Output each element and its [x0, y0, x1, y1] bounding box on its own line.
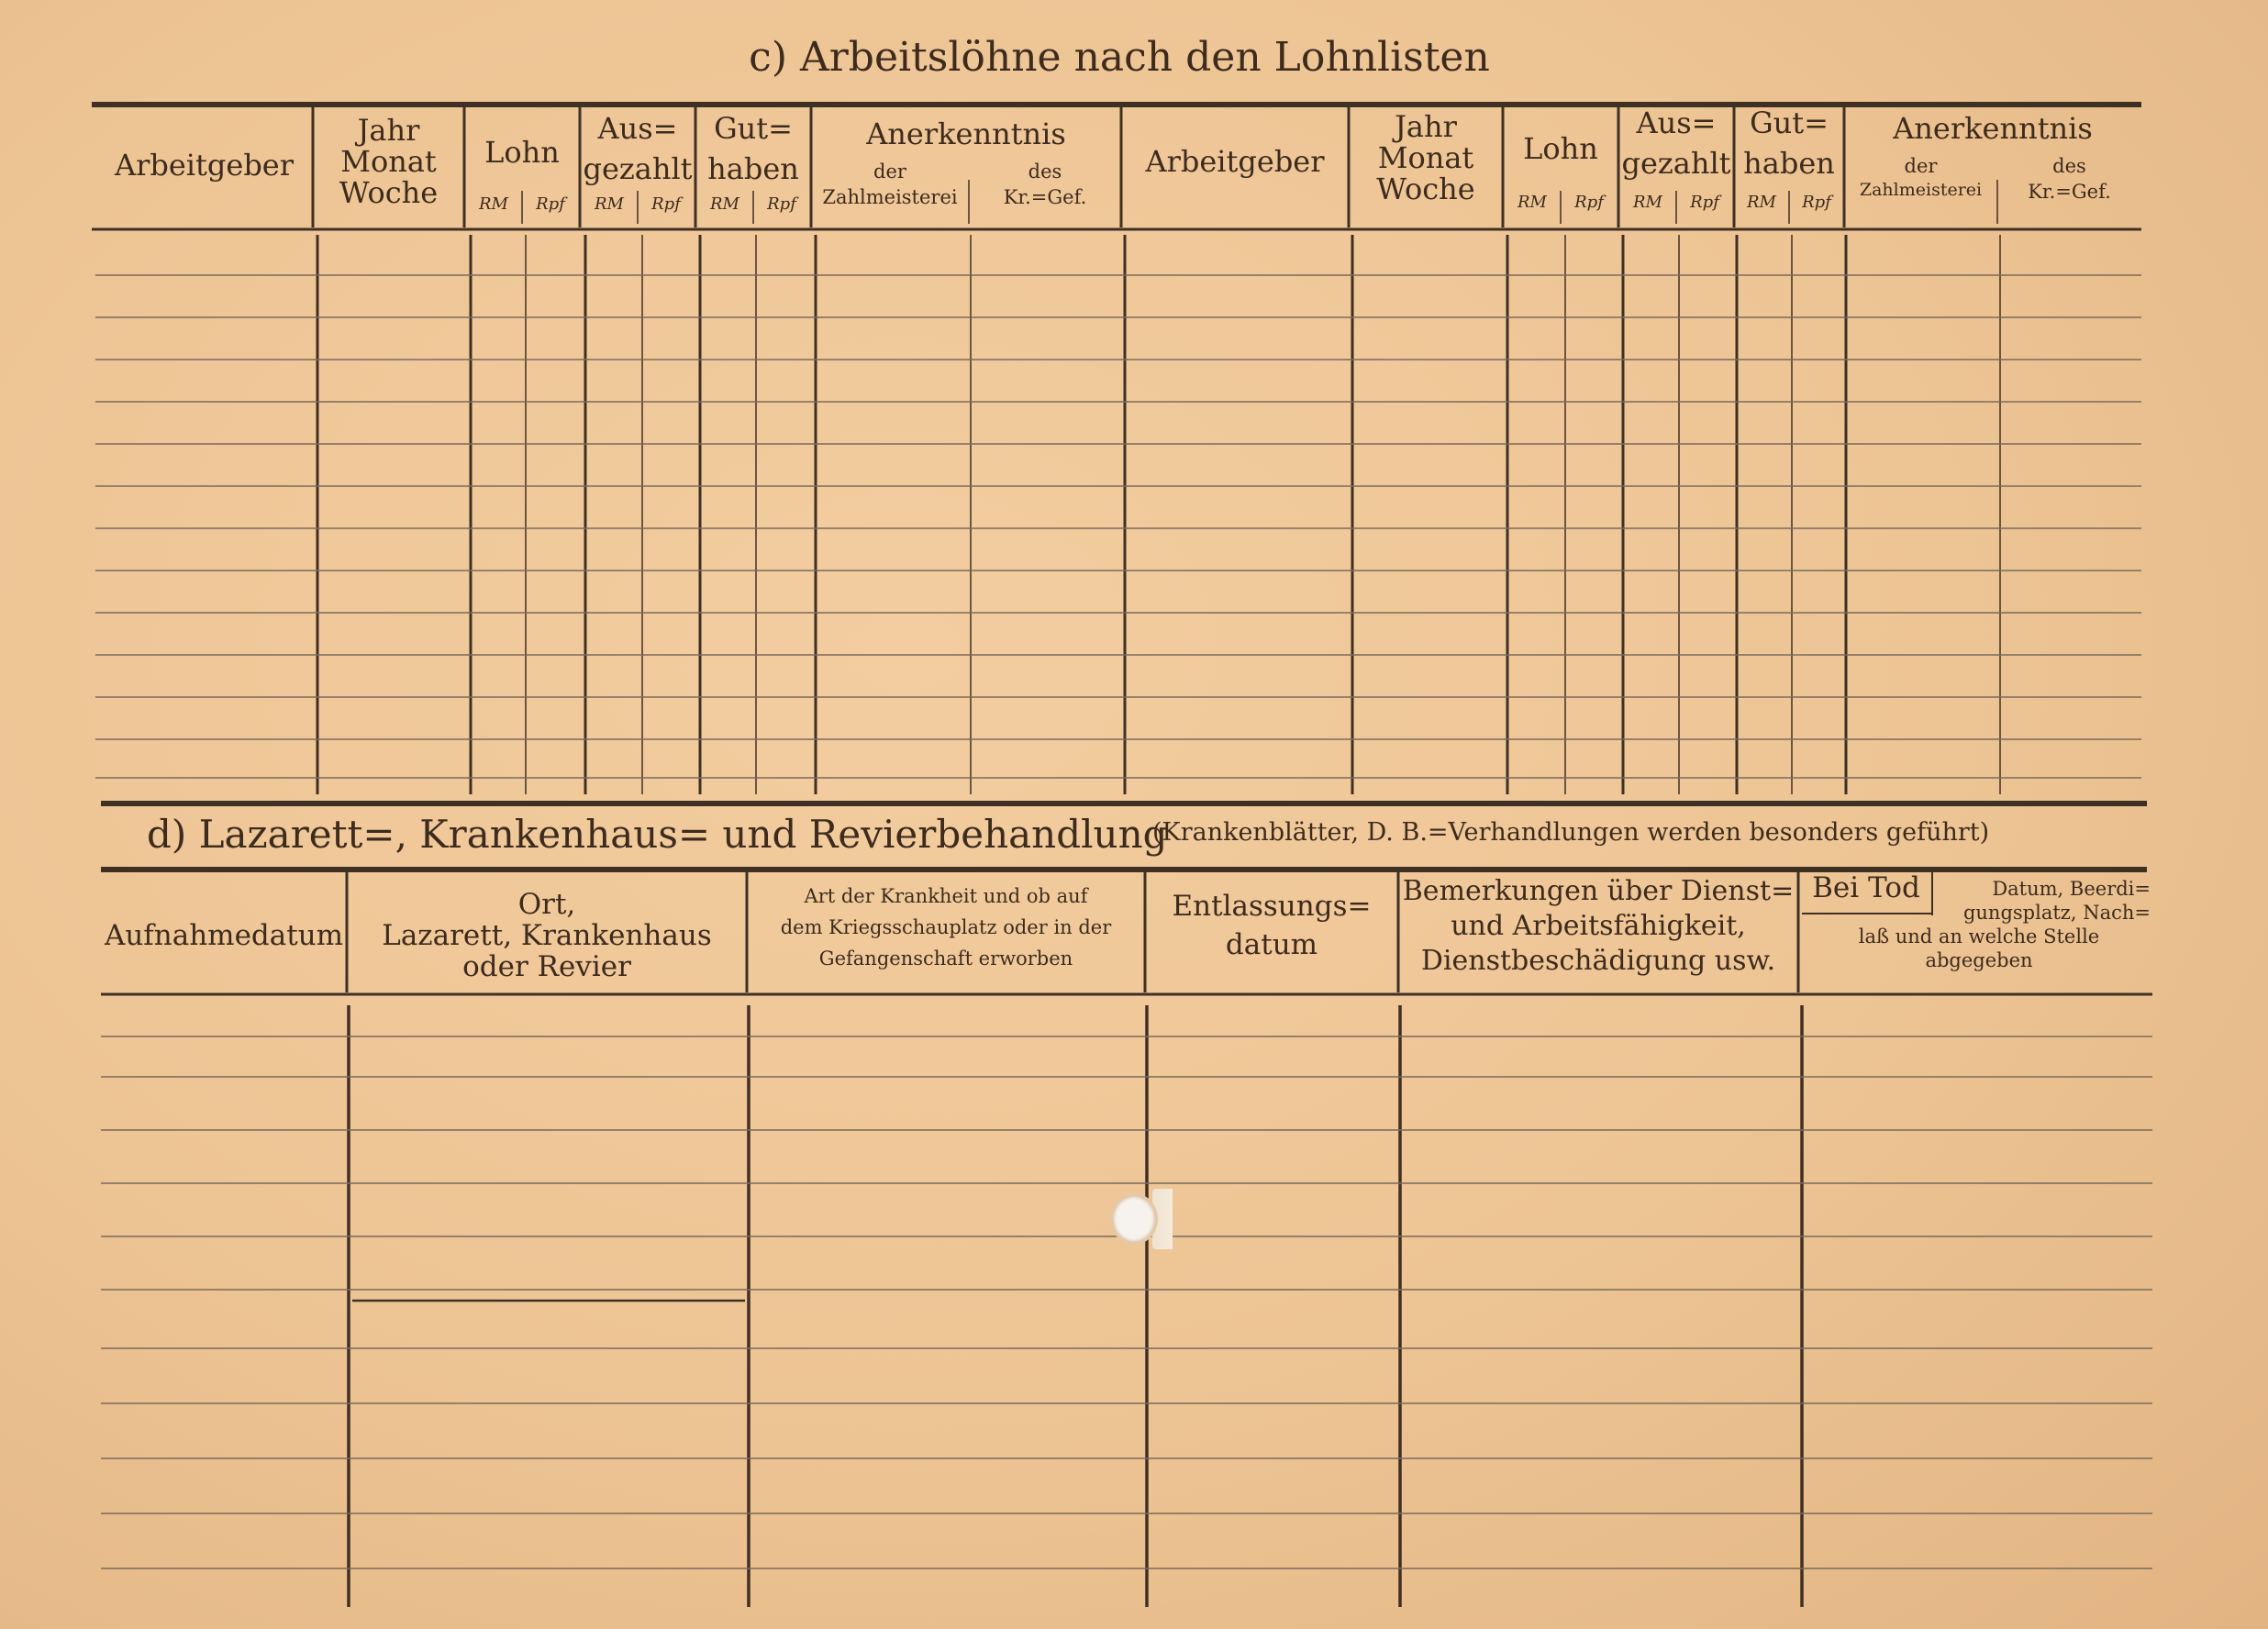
header-des: des	[1028, 161, 1062, 183]
punch-hole	[1113, 1196, 1155, 1242]
header-haben: haben	[707, 151, 799, 186]
header-gut-rm: RM	[710, 194, 739, 214]
header-anerkenntnis-2: Anerkenntnis	[1893, 111, 2093, 146]
header-bei-tod: Bei Tod	[1812, 871, 1920, 904]
header-lohn-rpf: Rpf	[536, 194, 565, 214]
header-gut-2: Gut=	[1750, 105, 1829, 140]
header-krgef-2: Kr.=Gef.	[2028, 181, 2111, 203]
header-datum-1: Datum, Beerdi=	[1992, 878, 2151, 900]
header-entlassung-2: datum	[1225, 928, 1318, 961]
header-der-2: der	[1904, 155, 1938, 177]
header-zahlmeisterei: Zahlmeisterei	[822, 186, 958, 208]
header-gut-rm-2: RM	[1747, 193, 1776, 212]
header-entlassung-1: Entlassungs=	[1172, 890, 1372, 923]
header-art-3: Gefangenschaft erworben	[818, 947, 1073, 970]
header-woche-2: Woche	[1376, 172, 1475, 206]
header-ort-1: Ort,	[517, 888, 576, 921]
header-aus: Aus=	[597, 111, 678, 146]
header-gezahlt-2: gezahlt	[1621, 146, 1731, 181]
header-ort-3: oder Revier	[462, 950, 631, 983]
header-woche: Woche	[339, 175, 439, 210]
header-monat-2: Monat	[1377, 140, 1474, 175]
header-bemerk-1: Bemerkungen über Dienst=	[1402, 875, 1795, 907]
header-lohn-2: Lohn	[1523, 131, 1598, 166]
header-aufnahmedatum: Aufnahmedatum	[104, 919, 344, 952]
header-lohn-rm-2: RM	[1518, 193, 1547, 212]
torn-edge	[1152, 1189, 1173, 1249]
header-gezahlt: gezahlt	[583, 151, 693, 186]
header-lohn-rpf-2: Rpf	[1574, 193, 1604, 212]
section-c-title: c) Arbeitslöhne nach den Lohnlisten	[749, 34, 1490, 81]
header-krgef: Kr.=Gef.	[1003, 186, 1087, 208]
header-aus-rpf-2: Rpf	[1690, 193, 1719, 212]
header-lohn-rm: RM	[479, 194, 508, 214]
header-jahr-2: Jahr	[1395, 109, 1457, 144]
header-aus-rpf: Rpf	[651, 194, 681, 214]
header-art-2: dem Kriegsschauplatz oder in der	[780, 916, 1112, 938]
header-aus-2: Aus=	[1636, 105, 1717, 140]
header-zahlmeisterei-2: Zahlmeisterei	[1859, 180, 1983, 200]
header-haben-2: haben	[1743, 146, 1835, 181]
section-d-note: (Krankenblätter, D. B.=Verhandlungen werden besonders geführt)	[1152, 818, 1990, 847]
header-gut-rpf: Rpf	[767, 194, 796, 214]
header-art-1: Art der Krankheit und ob auf	[804, 885, 1088, 907]
header-anerkenntnis: Anerkenntnis	[866, 116, 1066, 151]
header-arbeitgeber: Arbeitgeber	[114, 148, 295, 183]
header-aus-rm: RM	[595, 194, 624, 214]
header-arbeitgeber-2: Arbeitgeber	[1145, 144, 1325, 179]
header-lohn: Lohn	[484, 135, 560, 170]
section-d-title: d) Lazarett=, Krankenhaus= und Revierbehandlung	[147, 812, 1168, 857]
header-des-2: des	[2052, 155, 2086, 177]
header-bemerk-3: Dienstbeschädigung usw.	[1420, 945, 1776, 977]
header-gut-rpf-2: Rpf	[1802, 193, 1831, 212]
header-datum-3: laß und an welche Stelle	[1858, 925, 2100, 947]
header-jahr: Jahr	[357, 113, 420, 148]
header-der: der	[873, 161, 906, 183]
header-ort-2: Lazarett, Krankenhaus	[382, 919, 712, 952]
header-bemerk-2: und Arbeitsfähigkeit,	[1451, 910, 1746, 942]
header-gut: Gut=	[714, 111, 793, 146]
header-datum-2: gungsplatz, Nach=	[1962, 902, 2151, 924]
header-datum-4: abgegeben	[1925, 949, 2033, 971]
header-monat: Monat	[340, 144, 437, 179]
header-aus-rm-2: RM	[1633, 193, 1662, 212]
